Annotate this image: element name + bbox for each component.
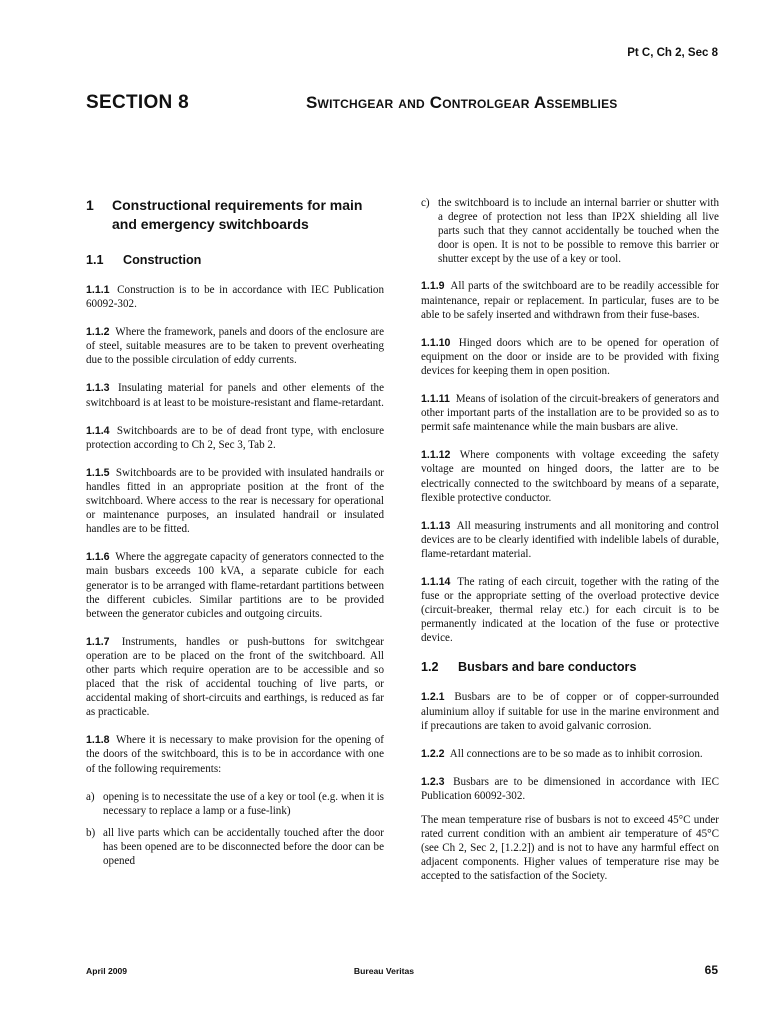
footer-date: April 2009: [86, 966, 128, 976]
paragraph-1-1-11: [421, 392, 719, 434]
footer-page-number: 65: [704, 963, 718, 977]
paragraph-text: The rating of each circuit, together with the rating of the fuse or the appropriate setting of the overload protective device (circuit-breaker, thermal relay etc.) for each circuit is to be permanently indicated at the location of the fuse or protective device.: [421, 575, 720, 645]
paragraph-1-1-5: [86, 466, 384, 536]
paragraph-text: Where components with voltage exceeding the safety voltage are mounted on hinged doors, the latter are to be electrically connected to the switchboard by means of a separate, flexible protective conductor.: [421, 449, 719, 504]
heading-1-1: [86, 252, 384, 268]
paragraph-1-1-10: [421, 336, 719, 378]
page-reference: Pt C, Ch 2, Sec 8: [627, 47, 718, 59]
paragraph-number: 1.1.7: [86, 635, 110, 648]
paragraph-1-1-7: [86, 635, 384, 720]
heading-1-1-text: Construction: [123, 253, 202, 267]
right-column: [421, 196, 719, 897]
heading-1-2: [421, 659, 719, 675]
paragraph-text: Where the aggregate capacity of generators connected to the main busbars exceeds 100 kVA, a separate cubicle for each generator is to be arranged with flame-retardant partitions between the different cubicles. Similar partitions are to be provided between the generator cubicles and outgoing circuits.: [86, 551, 384, 620]
paragraph-1-1-4: [86, 424, 384, 452]
paragraph-number: 1.1.9: [421, 280, 445, 293]
list-marker: c): [421, 197, 430, 209]
paragraph-text: All measuring instruments and all monitoring and control devices are to be clearly identified with indelible labels of durable, flame-retardant material.: [421, 519, 719, 560]
paragraph-number: 1.1.12: [421, 449, 451, 462]
paragraph-text: Busbars are to be of copper or of copper-surrounded aluminium alloy if suitable for use in the marine environment and if precautions are taken to avoid galvanic corrosion.: [421, 691, 719, 732]
left-column: [86, 196, 384, 876]
paragraph-text: Hinged doors which are to be opened for operation of equipment on the door or inside are to be provided with fixing devices for keeping them in open position.: [421, 336, 719, 377]
paragraph-number: 1.1.5: [86, 466, 110, 479]
paragraph-number: 1.1.14: [421, 575, 451, 588]
paragraph-number: 1.1.13: [421, 519, 451, 532]
paragraph-1-1-3: [86, 381, 384, 409]
paragraph-text: All parts of the switchboard are to be readily accessible for maintenance, repair or replacement. In particular, fuses are to be able to be safely inserted and withdrawn from their fuse-bases.: [421, 280, 719, 321]
paragraph-number: 1.1.6: [86, 551, 110, 564]
paragraph-number: 1.1.10: [421, 336, 451, 349]
paragraph-number: 1.1.4: [86, 424, 110, 437]
paragraph-text: Insulating material for panels and other elements of the switchboard is at least to be moisture-resistant and flame-retardant.: [86, 382, 384, 409]
paragraph-text: Means of isolation of the circuit-breakers of generators and other important parts of the installation are to be provided so as to permit safe maintenance while the main busbars are alive.: [421, 393, 719, 434]
paragraph-number: 1.2.2: [421, 747, 445, 760]
paragraph-1-1-14: [421, 575, 719, 645]
section-label: SECTION 8: [86, 92, 189, 113]
paragraph-1-1-13: [421, 519, 719, 561]
paragraph-number: 1.1.11: [421, 393, 450, 406]
paragraph-number: 1.1.8: [86, 734, 110, 747]
paragraph-1-1-8: [86, 733, 384, 775]
paragraph-text: Busbars are to be dimensioned in accordance with IEC Publication 60092-302.: [421, 775, 719, 802]
paragraph-text: Switchboards are to be provided with insulated handrails or handles fitted in an appropriate position at the front of the switchboard. Where access to the rear is necessary for operational or maintenance purposes, an insulated handrail or insulated handles are to be fitted.: [86, 466, 384, 536]
paragraph-1-1-1: [86, 283, 384, 311]
paragraph-text: All connections are to be so made as to inhibit corrosion.: [449, 747, 703, 760]
paragraph-number: 1.1.2: [86, 326, 110, 339]
list-item-c: [421, 196, 719, 266]
heading-1-2-number: 1.2: [421, 660, 439, 675]
list-item-text: opening is to necessitate the use of a key or tool (e.g. when it is necessary to replace a lamp or a fuse-link): [103, 790, 384, 817]
paragraph-1-1-2: [86, 325, 384, 367]
heading-1-number: 1: [86, 197, 94, 213]
heading-1: [86, 196, 384, 234]
paragraph-text: Construction is to be in accordance with IEC Publication 60092-302.: [86, 284, 384, 311]
paragraph-text: Switchboards are to be of dead front type, with enclosure protection according to Ch 2, Sec 3, Tab 2.: [86, 424, 384, 451]
footer-publisher: Bureau Veritas: [353, 966, 415, 976]
paragraph-1-1-12: [421, 448, 719, 504]
list-marker: b): [86, 826, 96, 839]
paragraph-number: 1.2.3: [421, 775, 445, 788]
heading-1-1-number: 1.1: [86, 253, 104, 267]
list-marker: a): [86, 790, 95, 803]
paragraph-text: Where the framework, panels and doors of the enclosure are of steel, suitable measures are to be taken to prevent overheating due to the possible circulation of eddy currents.: [86, 326, 384, 367]
heading-1-text: Constructional requirements for main and emergency switchboards: [112, 197, 363, 232]
paragraph-text: Instruments, handles or push-buttons for switchgear operation are to be placed on the front of the switchboard. All other parts which require operation are to be accessible and so placed that the risk of accidental touching of live parts, or accidental making of short-circuits and earthings, is reduced as far as practicable.: [86, 635, 384, 719]
paragraph-number: 1.1.1: [86, 284, 110, 296]
list-item-text: the switchboard is to include an internal barrier or shutter with a degree of protection not less than IP2X shielding all live parts such that they cannot accidentally be touched when the door is open. It is not to be possible to remove this barrier or shutter except by the use of a key or tool.: [438, 197, 719, 266]
list-item-a: [86, 790, 384, 818]
paragraph-1-2-2: [421, 747, 719, 761]
paragraph-1-1-9: [421, 279, 719, 321]
section-title: Switchgear and Controlgear Assemblies: [306, 93, 618, 112]
paragraph-number: 1.2.1: [421, 691, 445, 704]
paragraph-1-2-1: [421, 690, 719, 732]
paragraph-text: Where it is necessary to make provision for the opening of the doors of the switchboard, this is to be in accordance with one of the following requirements:: [86, 734, 385, 775]
list-item-text: all live parts which can be accidentally touched after the door has been opened are to be disconnected before the door can be opened: [103, 826, 384, 867]
paragraph-temperature-rise: The mean temperature rise of busbars is not to exceed 45°C under rated current condition with an ambient air temperature of 45°C (see Ch 2, Sec 2, [1.2.2]) and is not to have any harmful effect on adjacent components. Higher values of temperature rise may be accepted to the satisfaction of the Society.: [421, 814, 719, 883]
list-item-b: [86, 826, 384, 868]
paragraph-1-2-3: [421, 775, 719, 803]
heading-1-2-text: Busbars and bare conductors: [458, 660, 637, 675]
paragraph-1-1-6: [86, 550, 384, 620]
paragraph-number: 1.1.3: [86, 382, 110, 395]
